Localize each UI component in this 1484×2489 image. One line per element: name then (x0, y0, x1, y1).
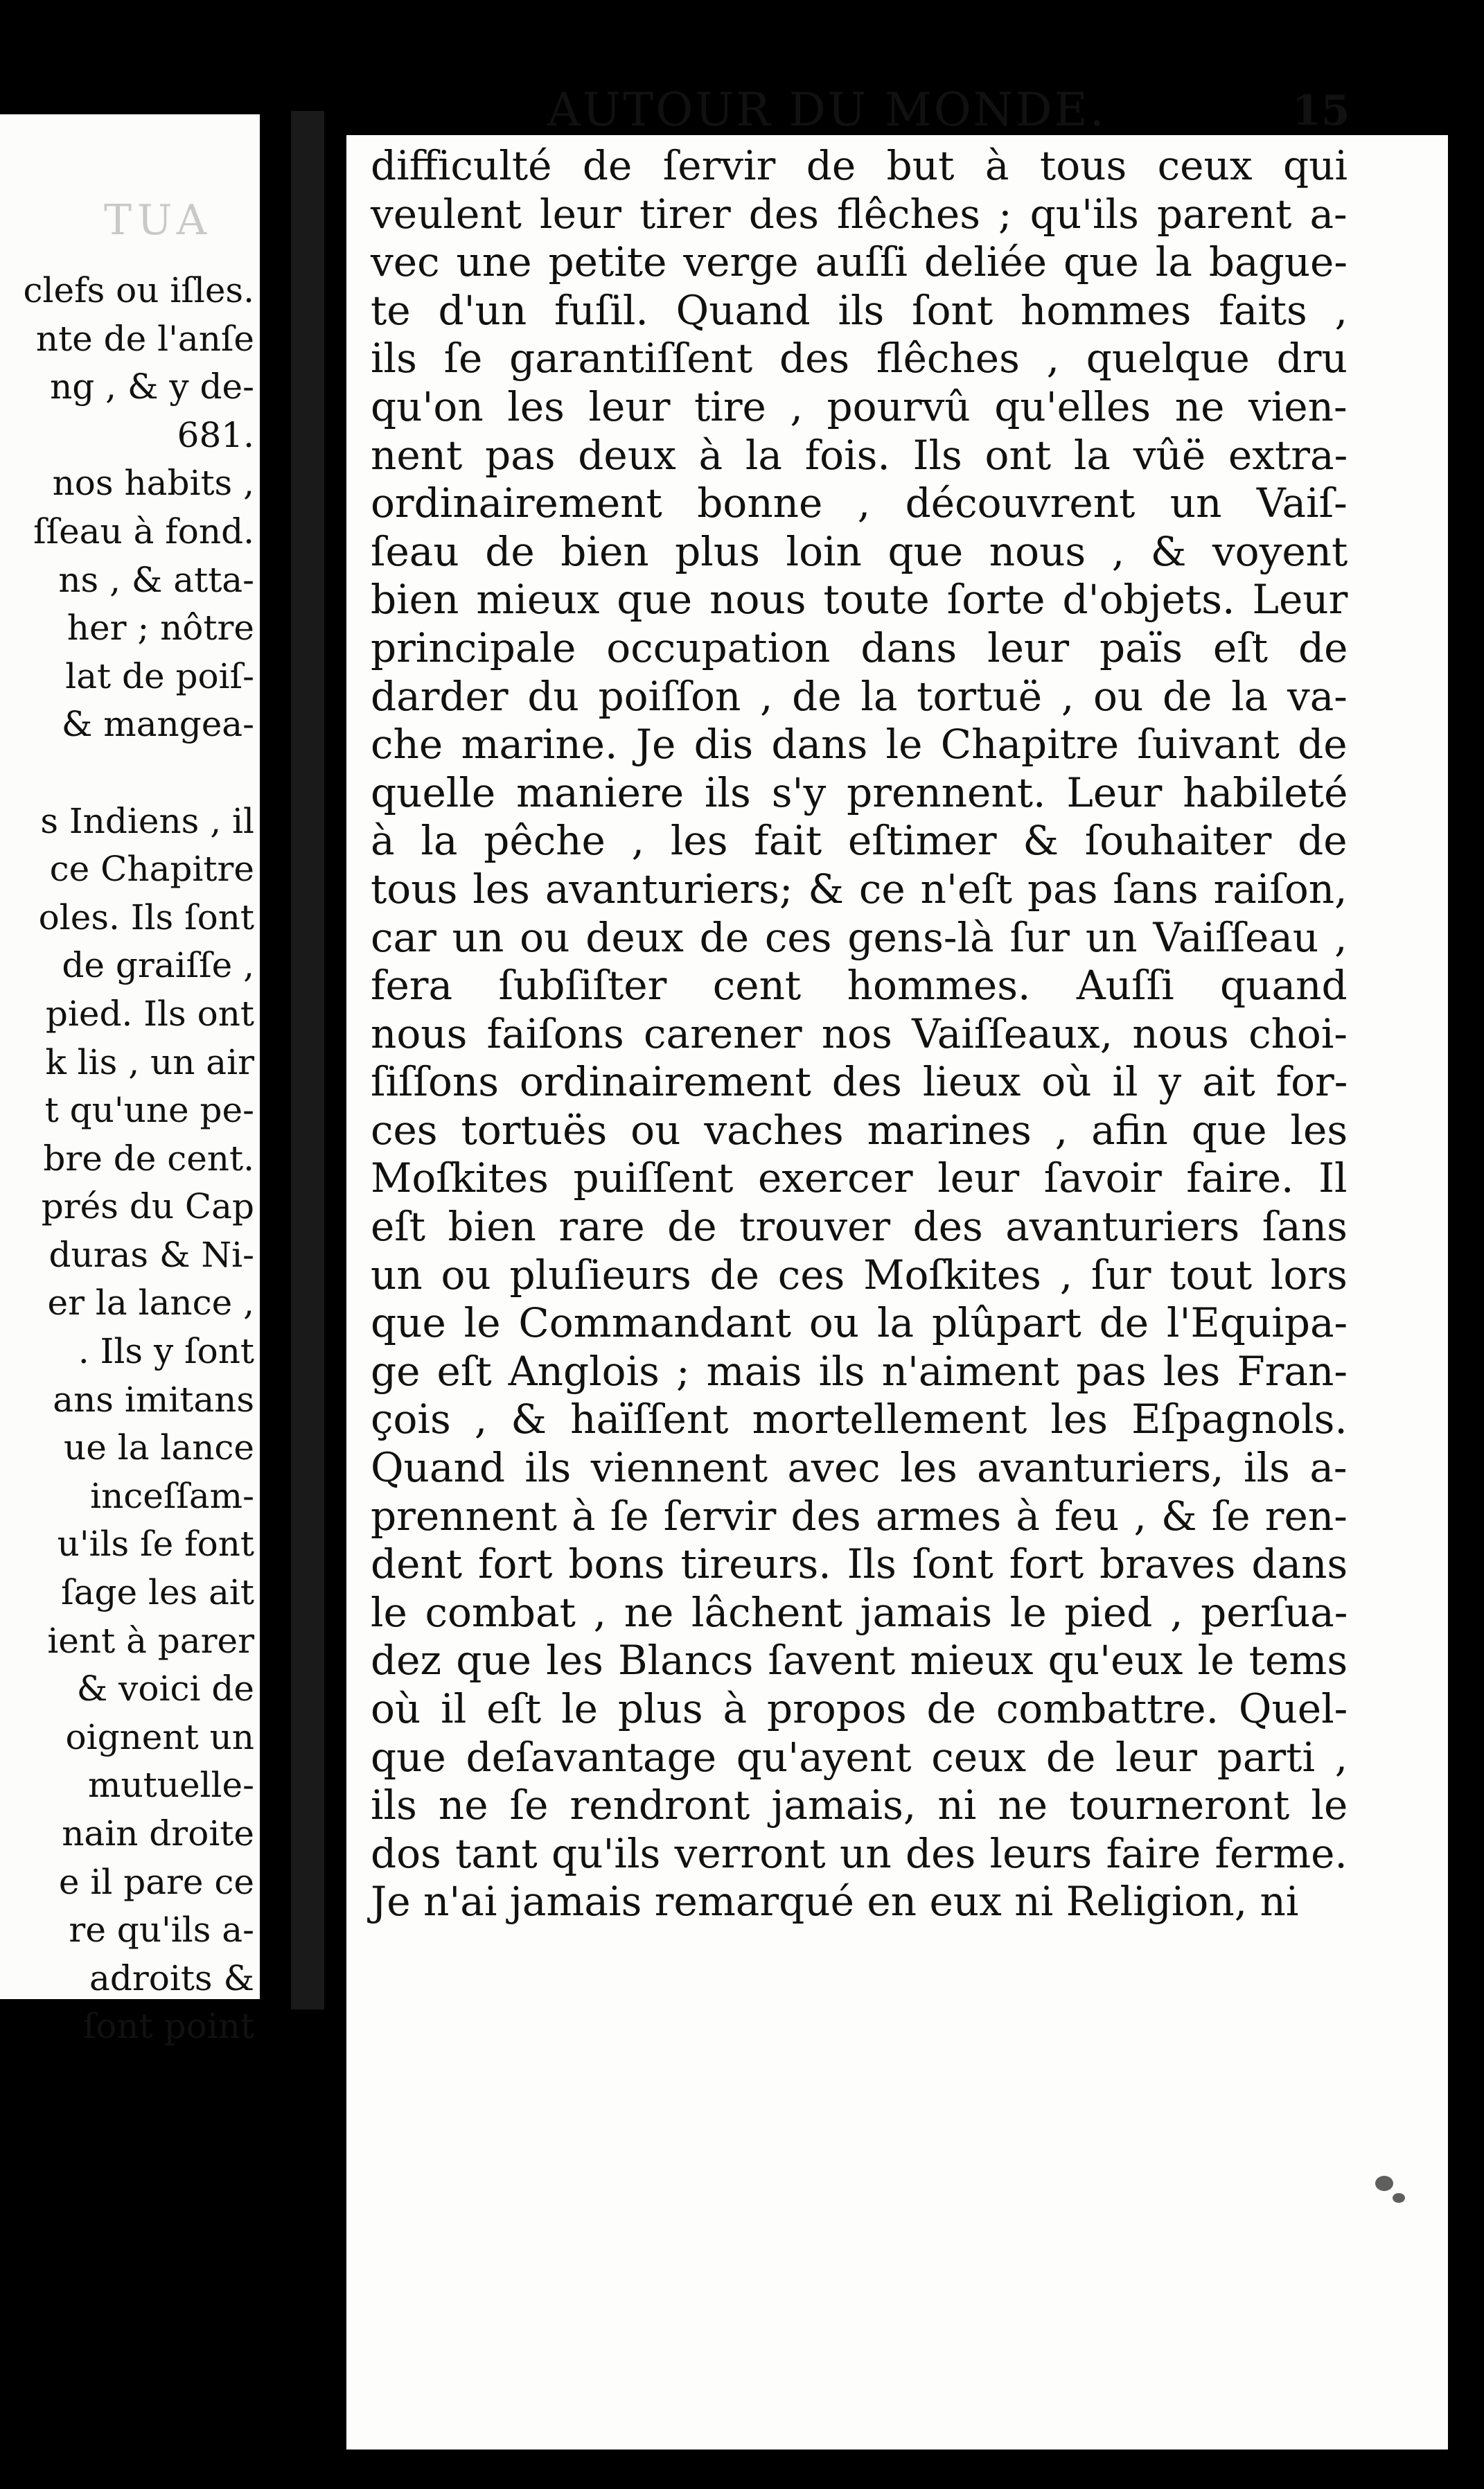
left-page-line: & voici de (76, 1669, 254, 1709)
left-page-line: k lis , un air (45, 1041, 254, 1082)
left-page-line: duras & Ni- (48, 1234, 254, 1275)
text-line: tous les avanturiers; & ce n'eſt pas ſans raiſon, (371, 865, 1348, 913)
left-page-line: ſage les ait (61, 1572, 254, 1613)
left-page-line: clefs ou iſles. (23, 270, 254, 310)
text-line: dez que les Blancs ſavent mieux qu'eux le tems (371, 1637, 1348, 1685)
text-line: fera ſubſiſter cent hommes. Auſſi quand (371, 962, 1348, 1010)
text-line: ſeau de bien plus loin que nous , & voyent (371, 527, 1348, 575)
text-line: Quand ils viennent avec les avanturiers, ils a- (371, 1444, 1348, 1492)
text-line: bien mieux que nous toute ſorte d'objets. Leur (371, 576, 1348, 624)
text-line: que deſavantage qu'ayent ceux de leur parti , (371, 1733, 1348, 1781)
left-page-line: ng , & y de- (50, 367, 254, 407)
left-page-line: nte de l'anſe (35, 318, 254, 359)
ink-blot (1375, 2176, 1393, 2191)
left-page-line: e il pare ce (58, 1861, 254, 1902)
left-page-line: mutuelle- (88, 1765, 254, 1806)
left-page-line: her ; nôtre (67, 608, 254, 649)
book-gutter (291, 111, 324, 2009)
text-line: te d'un fuſil. Quand ils ſont hommes faits , (371, 286, 1348, 334)
text-line: prennent à ſe ſervir des armes à feu , & ſe ren- (371, 1492, 1348, 1540)
text-line: nent pas deux à la fois. Ils ont la vûë extra- (371, 431, 1348, 479)
text-line: che marine. Je dis dans le Chapitre ſuivant de (371, 721, 1348, 768)
text-line: veulent leur tirer des flêches ; qu'ils parent a- (371, 190, 1348, 238)
left-page-line: lat de poiſ- (65, 656, 254, 696)
left-page-line: 681. (177, 414, 254, 455)
page-number: 15 (1292, 87, 1350, 135)
left-page-line: pied. Ils ont (45, 993, 254, 1034)
text-line: nous faiſons carener nos Vaiſſeaux, nous choi- (371, 1010, 1348, 1057)
body-text (371, 142, 1348, 1926)
left-page-ghost-text: TUA (104, 196, 213, 245)
left-page-line: t qu'une pe- (44, 1090, 254, 1131)
left-page-line: ue la lance (64, 1427, 254, 1468)
left-page-line: ient à parer (47, 1620, 254, 1661)
left-page-line: ſſeau à fond. (33, 511, 254, 552)
left-page-line: de graiſſe , (62, 945, 254, 986)
left-page-line: ns , & atta- (58, 559, 254, 600)
text-line: eſt bien rare de trouver des avanturiers ſans (371, 1203, 1348, 1251)
text-line: ge eſt Anglois ; mais ils n'aiment pas les Fran- (371, 1347, 1348, 1395)
text-line: car un ou deux de ces gens-là ſur un Vaiſſeau , (371, 913, 1348, 961)
text-line: Moſkites puiſſent exercer leur ſavoir faire. Il (371, 1154, 1348, 1202)
left-page-line: re qu'ils a- (69, 1910, 254, 1951)
left-page-line: ce Chapitre (49, 849, 254, 890)
left-page-line: bre de cent. (43, 1138, 254, 1179)
text-line: à la pêche , les fait eſtimer & ſouhaiter de (371, 817, 1348, 865)
text-line: ces tortuës ou vaches marines , afin que les (371, 1106, 1348, 1154)
text-line: principale occupation dans leur païs eſt de (371, 624, 1348, 671)
text-line: un ou pluſieurs de ces Moſkites , ſur tout lors (371, 1251, 1348, 1299)
text-line: le combat , ne lâchent jamais le pied , perſua- (371, 1588, 1348, 1636)
left-page-line: inceſſam- (90, 1475, 254, 1516)
ink-blot (1393, 2193, 1405, 2203)
text-line: ordinairement bonne , découvrent un Vaiſ- (371, 480, 1348, 527)
left-page-line: adroits & (89, 1958, 254, 1998)
text-line: dos tant qu'ils verront un des leurs faire ferme. (371, 1829, 1348, 1877)
left-page-line: . Ils y ſont (78, 1331, 254, 1372)
left-page-line: ſont point (82, 2006, 254, 2047)
text-line: vec une petite verge auſſi deliée que la bague- (371, 238, 1348, 286)
left-page-line: ans imitans (53, 1379, 254, 1420)
left-page-text (0, 267, 254, 2051)
text-line: que le Commandant ou la plûpart de l'Equipa- (371, 1299, 1348, 1347)
text-line: ils ne ſe rendront jamais, ni ne tourneront le (371, 1782, 1348, 1829)
left-page-line: oignent un (65, 1716, 254, 1757)
left-page-line: prés du Cap (41, 1186, 254, 1227)
left-page-line: oles. Ils ſont (38, 897, 254, 938)
left-page-line (0, 749, 254, 798)
left-page-line: er la lance , (47, 1283, 254, 1323)
running-title: AUTOUR DU MONDE. (547, 83, 1106, 137)
text-line: ſiſſons ordinairement des lieux où il y ait for- (371, 1058, 1348, 1106)
left-page-line: u'ils ſe font (57, 1524, 254, 1565)
text-line: où il eſt le plus à propos de combattre. Quel- (371, 1685, 1348, 1732)
left-page-line: nain droite (62, 1813, 254, 1854)
left-page-fragment (0, 114, 260, 2047)
text-line: çois , & haïſſent mortellement les Eſpagnols. (371, 1396, 1348, 1443)
text-line: Je n'ai jamais remarqué en eux ni Religion, ni (371, 1878, 1299, 1926)
text-line: quelle maniere ils s'y prennent. Leur habileté (371, 768, 1348, 816)
text-line: ils ſe garantiſſent des flêches , quelque dru (371, 335, 1348, 382)
left-page-line: s Indiens , il (40, 800, 254, 841)
text-line: dent fort bons tireurs. Ils ſont fort braves dans (371, 1540, 1348, 1588)
text-line: difficulté de ſervir de but à tous ceux qui (371, 142, 1348, 189)
text-line: darder du poiſſon , de la tortuë , ou de la va- (371, 672, 1348, 720)
left-page-line: & mangea- (61, 704, 254, 745)
text-line: qu'on les leur tire , pourvû qu'elles ne vien- (371, 382, 1348, 430)
left-page-line: nos habits , (52, 463, 254, 504)
